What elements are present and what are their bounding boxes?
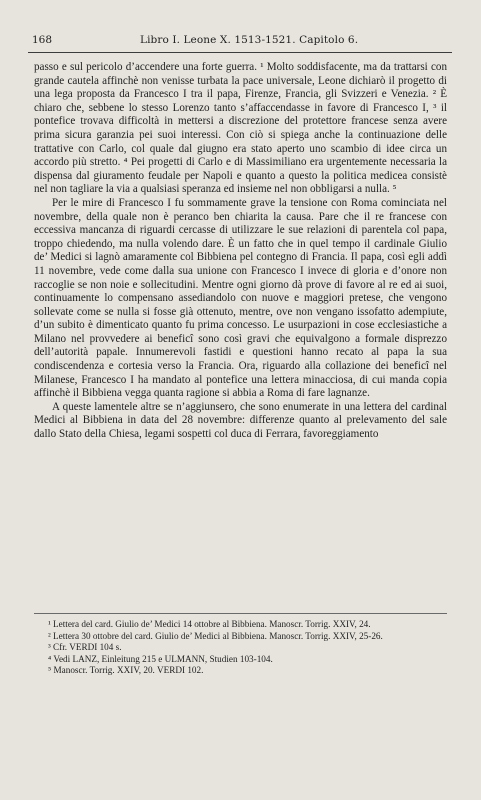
paragraph-3: A queste lamentele altre se n’aggiunsero, che sono enumerate in una lettera del cardinal Medici al Bibbiena in data del 28 novembre: differenze quanto al prelevamento del sale dallo Stato della Chiesa, legami sospetti col duca di Ferrara, favoreggiamento xyxy=(34,400,447,441)
paragraph-1: passo e sul pericolo d’accendere una forte guerra. ¹ Molto soddisfacente, ma da trattarsi con grande cautela affinchè non venisse turbata la pace universale, Leone dichiarò il progetto di una lega proposta da Francesco I tra il papa, Firenze, Francia, gli Svizzeri e Venezia. ² È chiaro che, sebbene lo stesso Lorenzo tanto s’affaccendasse in favore di Francesco I, ³ il pontefice trovava difficoltà in mettersi a discrezione del protettore francese senza avere prima sicura garanzia pei suoi interessi. Con ciò si spiega anche la continuazione delle trattative con Carlo, col quale dal giugno era stato aperto uno scambio di idee circa un accordo più stretto. ⁴ Pei progetti di Carlo e di Massimiliano era urgentemente necessaria la dispensa dal giuramento feudale per Napoli e quanto a questo la politica medicea consistè nel non tagliare la via a qualsiasi speranza ed insieme nel non obbligarsi a nulla. ⁵ xyxy=(34,61,447,196)
header-rule xyxy=(28,52,452,53)
main-text xyxy=(34,61,447,442)
footnote-rule xyxy=(34,613,447,614)
footnote-3: ³ Cfr. VERDI 104 s. xyxy=(48,642,122,653)
footnotes xyxy=(34,619,447,677)
running-title: Libro I. Leone X. 1513-1521. Capitolo 6. xyxy=(140,34,359,46)
footnote-2: ² Lettera 30 ottobre del card. Giulio de’ Medici al Bibbiena. Manoscr. Torrig. XXIV, 25-26. xyxy=(48,630,383,641)
footnote-5: ⁵ Manoscr. Torrig. XXIV, 20. VERDI 102. xyxy=(48,665,204,676)
footnote-1: ¹ Lettera del card. Giulio de’ Medici 14 ottobre al Bibbiena. Manoscr. Torrig. XXIV, 24. xyxy=(48,619,371,629)
paragraph-2: Per le mire di Francesco I fu sommamente grave la tensione con Roma cominciata nel novembre, della quale non è peranco ben chiarita la causa. Pare che il re francese con eccessiva mancanza di riguardi cercasse di utilizzare le sue relazioni di parentela col papa, troppo chiedendo, ma nulla volendo dare. È un fatto che in quel tempo il cardinale Giulio de’ Medici si lagnò amaramente col Bibbiena pel contegno di Francia. Il papa, così egli addì 11 novembre, vede come dalla sua unione con Francesco I invece di gloria e d’onore non raccoglie se non noie e sollecitudini. Mentre ogni giorno dà prove di favore al re ed ai suoi, continuamente lo compensano assediandolo con nuove e maggiori pretese, che vengono sollevate come se nulla si fosse già ottenuto, mentre, ove non vengano issofatto adempiute, d’un subito è dimenticato quanto fu prima concesso. Le usurpazioni in cose ecclesiastiche a Milano nel provvedere ai beneficî sono così gravi che equivalgono a formale disprezzo dell’autorità papale. Innumerevoli fastidi e questioni hanno recato al papa la sua condiscendenza e cortesia verso la Francia. Ora, riguardo alla collazione dei beneficî nel Milanese, Francesco I ha mandato al pontefice una lettera minacciosa, di cui manda copia affinchè il Bibbiena vegga quanta ragione si abbia a Roma di fare lagnanze. xyxy=(34,196,447,400)
page-number: 168 xyxy=(32,34,53,46)
footnote-4: ⁴ Vedi LANZ, Einleitung 215 e ULMANN, Studien 103-104. xyxy=(48,653,273,664)
